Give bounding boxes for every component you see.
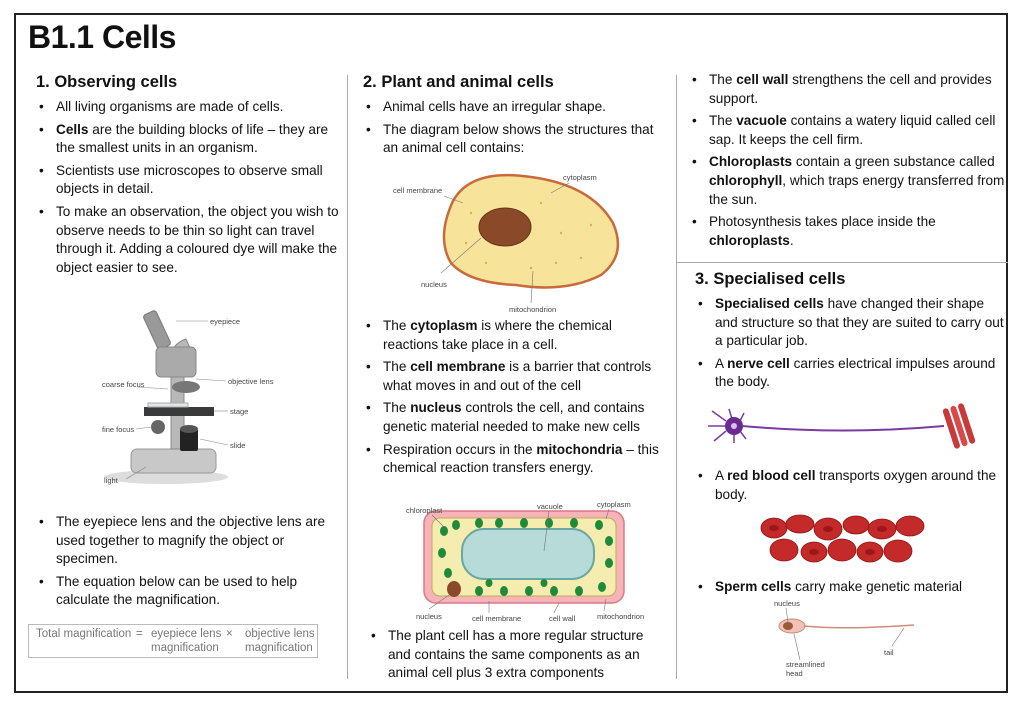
label-vacuole: vacuole	[537, 502, 563, 511]
section-specialised-cells	[695, 270, 1007, 396]
label-head: head	[786, 669, 803, 678]
label-streamlined: streamlined	[786, 660, 825, 669]
label-plant-cell-membrane: cell membrane	[472, 614, 522, 623]
list-item: • To make an observation, the object you wish to observe needs to be thin so light can travel through it. Adding a coloured dye will make the object easier to see.	[36, 203, 341, 277]
section2-list-2	[363, 317, 668, 482]
red-blood-cells-image	[762, 514, 926, 564]
label-sperm-nucleus: nucleus	[774, 599, 800, 608]
label-mitochondrion: mitochondrion	[509, 305, 557, 314]
label-nucleus: nucleus	[421, 280, 447, 289]
rbc-item	[695, 467, 1007, 508]
list-item: • A red blood cell transports oxygen around the body.	[695, 467, 1007, 504]
section1-list-2	[36, 513, 341, 614]
label-eyepiece: eyepiece	[210, 317, 241, 326]
label-plant-cytoplasm: cytoplasm	[597, 500, 631, 509]
nerve-cell-image	[704, 401, 974, 451]
section-divider	[677, 262, 1008, 263]
list-item: • A nerve cell carries electrical impulses around the body.	[695, 355, 1007, 392]
animal-cell-diagram	[391, 163, 651, 314]
list-item: • Chloroplasts contain a green substance called chlorophyll, which traps energy transferred from the sun.	[689, 153, 1007, 209]
label-coarse-focus: coarse focus	[102, 380, 145, 389]
list-item: • The cell wall strengthens the cell and provides support.	[689, 71, 1007, 108]
list-item: • Sperm cells carry make genetic material	[695, 578, 1007, 597]
section1-heading: 1. Observing cells	[36, 73, 178, 91]
section-plant-animal-cells	[363, 73, 668, 162]
label-light: light	[104, 476, 118, 485]
label-cell-membrane: cell membrane	[393, 186, 443, 195]
list-item: • The vacuole contains a watery liquid called cell sap. It keeps the cell firm.	[689, 112, 1007, 149]
list-item: • The diagram below shows the structures that an animal cell contains:	[363, 121, 668, 158]
column-divider-1	[347, 75, 348, 679]
list-item: • The cell membrane is a barrier that controls what moves in and out of the cell	[363, 358, 668, 395]
list-item: • Cells are the building blocks of life – they are the smallest units in an organism.	[36, 121, 341, 158]
list-item: • The cytoplasm is where the chemical reactions take place in a cell.	[363, 317, 668, 354]
label-plant-nucleus: nucleus	[416, 612, 442, 621]
list-item: • The nucleus controls the cell, and contains genetic material needed to make new cells	[363, 399, 668, 436]
sperm-cell-image	[764, 598, 924, 678]
label-plant-mitochondrion: mitochondrion	[597, 612, 645, 621]
section2-continued	[689, 71, 1007, 254]
section2-heading: 2. Plant and animal cells	[363, 73, 554, 91]
label-cell-wall: cell wall	[549, 614, 576, 623]
plant-cell-diagram	[384, 491, 646, 621]
list-item: • Photosynthesis takes place inside the chloroplasts.	[689, 213, 1007, 250]
label-slide: slide	[230, 441, 246, 450]
section3-heading: 3. Specialised cells	[695, 270, 846, 288]
list-item: • The plant cell has a more regular structure and contains the same components as an animal cell plus 3 extra components	[368, 627, 668, 683]
list-item: • Specialised cells have changed their shape and structure so that they are suited to carry out a particular job.	[695, 295, 1007, 351]
list-item: • All living organisms are made of cells.	[36, 98, 341, 117]
section2-list-3	[368, 627, 668, 687]
worksheet	[14, 13, 1008, 693]
list-item: • The equation below can be used to help calculate the magnification.	[36, 573, 341, 610]
list-item: • Respiration occurs in the mitochondria – this chemical reaction transfers energy.	[363, 441, 668, 478]
section-observing-cells	[36, 73, 341, 281]
label-chloroplast: chloroplast	[406, 506, 443, 515]
page-title: B1.1 Cells	[28, 19, 176, 55]
label-stage: stage	[230, 407, 249, 416]
label-objective-lens: objective lens	[228, 377, 274, 386]
microscope-diagram	[76, 299, 276, 489]
label-cytoplasm: cytoplasm	[563, 173, 597, 182]
magnification-equation: Total magnification = eyepiece lens magnification × objective lens magnification	[28, 624, 318, 658]
label-tail: tail	[884, 648, 894, 657]
section1-list	[36, 98, 341, 277]
list-item: • The eyepiece lens and the objective lens are used together to magnify the object or specimen.	[36, 513, 341, 569]
label-fine-focus: fine focus	[102, 425, 135, 434]
list-item: • Animal cells have an irregular shape.	[363, 98, 668, 117]
column-divider-2	[676, 75, 677, 679]
list-item: • Scientists use microscopes to observe small objects in detail.	[36, 162, 341, 199]
